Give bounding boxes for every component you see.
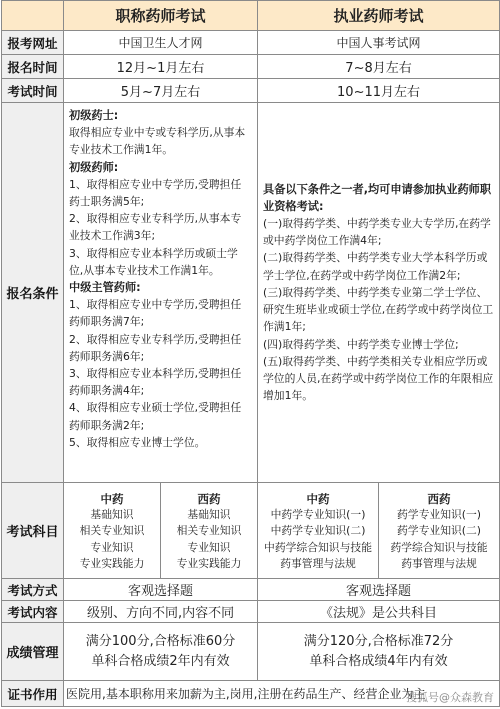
header-corner [2, 1, 64, 31]
title-wm-subject-item: 相关专业知识 [176, 524, 242, 538]
exec-conditions [258, 103, 500, 483]
label-reg-time: 报名时间 [2, 55, 64, 79]
title-condition-item: 2、取得相应专业专科学历,从事本专业技术工作满3年; [69, 212, 242, 243]
label-usage: 证书作用 [2, 681, 64, 707]
label-content: 考试内容 [2, 601, 64, 623]
title-condition-item: 1、取得相应专业中专学历,受聘担任药士职务满5年; [69, 177, 242, 209]
exec-condition-item: (五)取得药学类、中药学类相关专业相应学历或学位的人员,在药学或中药学岗位工作的年限相应增加1年。 [263, 354, 494, 403]
title-condition-item: 3、取得相应专业本科学历,受聘担任药师职务满4年; [69, 367, 242, 398]
title-website: 中国卫生人才网 [64, 31, 258, 55]
header-title-exam: 职称药师考试 [64, 1, 258, 31]
title-method: 客观选择题 [64, 579, 258, 601]
exec-wm-subject-item: 药学专业知识(一) [397, 507, 482, 521]
row-content [2, 601, 500, 623]
label-method: 考试方式 [2, 579, 64, 601]
exec-condition-item: (三)取得药学类、中药学类专业第二学士学位、研究生班毕业或硕士学位,在药学或中药学岗位工作满1年; [263, 285, 494, 334]
exec-tcm-subject-item: 中药学专业知识(二) [270, 524, 366, 538]
exec-tcm-subjects [258, 483, 379, 579]
exec-condition-item: (四)取得药学类、中药学类专业博士学位; [263, 337, 459, 351]
label-conditions: 报名条件 [2, 103, 64, 483]
exec-website: 中国人事考试网 [258, 31, 500, 55]
exec-wm-subject-item: 药学专业知识(二) [397, 524, 482, 538]
row-website [2, 31, 500, 55]
row-subjects [2, 483, 500, 579]
title-wm-subjects [161, 483, 258, 579]
label-scores: 成绩管理 [2, 623, 64, 681]
row-scores [2, 623, 500, 681]
title-score-line: 满分100分,合格标准60分 [85, 633, 236, 649]
title-condition-item: 2、取得相应专业专科学历,受聘担任药师职务满6年; [69, 332, 242, 363]
title-conditions [64, 103, 258, 483]
title-condition-item: 5、取得相应专业博士学位。 [69, 435, 206, 449]
title-content: 级别、方向不同,内容不同 [64, 601, 258, 623]
exec-exam-time: 10~11月左右 [258, 79, 500, 103]
comparison-table [1, 0, 500, 707]
exec-condition-heading: 具备以下条件之一者,均可申请参加执业药师职业资格考试: [263, 182, 492, 213]
header-row [2, 1, 500, 31]
exec-wm-subjects [379, 483, 500, 579]
title-wm-subject-head: 西药 [197, 491, 221, 506]
exec-score-line: 满分120分,合格标准72分 [303, 633, 454, 649]
title-exam-time: 5月~7月左右 [64, 79, 258, 103]
title-wm-subject-item: 专业知识 [187, 540, 231, 554]
label-subjects: 考试科目 [2, 483, 64, 579]
title-condition-item: 4、取得相应专业硕士学位,受聘担任药师职务满2年; [69, 401, 242, 432]
title-tcm-subject-item: 基础知识 [90, 507, 134, 521]
row-conditions [2, 103, 500, 483]
row-exam-time [2, 79, 500, 103]
exec-content: 《法规》是公共科目 [258, 601, 500, 623]
row-reg-time [2, 55, 500, 79]
row-method [2, 579, 500, 601]
title-condition-heading: 中级主管药师: [69, 281, 141, 295]
exec-tcm-subject-item: 药事管理与法规 [280, 556, 356, 570]
exec-condition-item: (二)取得药学类、中药学类专业大学本科学历或学士学位,在药学或中药学岗位工作满2年; [263, 251, 488, 282]
title-tcm-subject-item: 专业知识 [90, 540, 134, 554]
title-tcm-subject-head: 中药 [100, 491, 124, 506]
exec-wm-subject-item: 药学综合知识与技能 [390, 540, 488, 554]
exec-tcm-subject-item: 中药学专业知识(一) [270, 507, 366, 521]
title-tcm-subjects [64, 483, 161, 579]
title-condition-heading: 初级药师: [69, 160, 119, 174]
title-score-line: 单科合格成绩2年内有效 [91, 653, 230, 669]
title-condition-item: 取得相应专业中专或专科学历,从事本专业技术工作满1年。 [69, 126, 246, 157]
title-scores [64, 623, 258, 681]
title-tcm-subject-item: 相关专业知识 [79, 524, 145, 538]
header-exec-exam: 执业药师考试 [258, 1, 500, 31]
title-reg-time: 12月~1月左右 [64, 55, 258, 79]
exec-reg-time: 7~8月左右 [258, 55, 500, 79]
title-condition-item: 3、取得相应专业本科学历或硕士学位,从事本专业技术工作满1年。 [69, 246, 238, 277]
exec-wm-subject-item: 药事管理与法规 [401, 556, 477, 570]
exec-tcm-subject-head: 中药 [306, 491, 330, 506]
exec-score-line: 单科合格成绩4年内有效 [309, 653, 448, 669]
label-exam-time: 考试时间 [2, 79, 64, 103]
title-condition-item: 1、取得相应专业中专学历,受聘担任药师职务满7年; [69, 298, 242, 329]
exec-wm-subject-head: 西药 [427, 491, 451, 506]
title-wm-subject-item: 专业实践能力 [176, 556, 242, 570]
exec-tcm-subject-item: 中药学综合知识与技能 [264, 540, 372, 554]
label-website: 报考网址 [2, 31, 64, 55]
exec-condition-item: (一)取得药学类、中药学类专业大专学历,在药学或中药学岗位工作满4年; [263, 217, 491, 248]
usage-text: 医院用,基本职称用来加薪为主,岗用,注册在药品生产、经营企业为主 [64, 681, 500, 707]
exec-scores [258, 623, 500, 681]
title-condition-heading: 初级药士: [69, 109, 119, 122]
watermark: 搜狐号@众森教育 [406, 691, 494, 704]
exec-method: 客观选择题 [258, 579, 500, 601]
title-wm-subject-item: 基础知识 [187, 507, 231, 521]
title-tcm-subject-item: 专业实践能力 [79, 556, 145, 570]
